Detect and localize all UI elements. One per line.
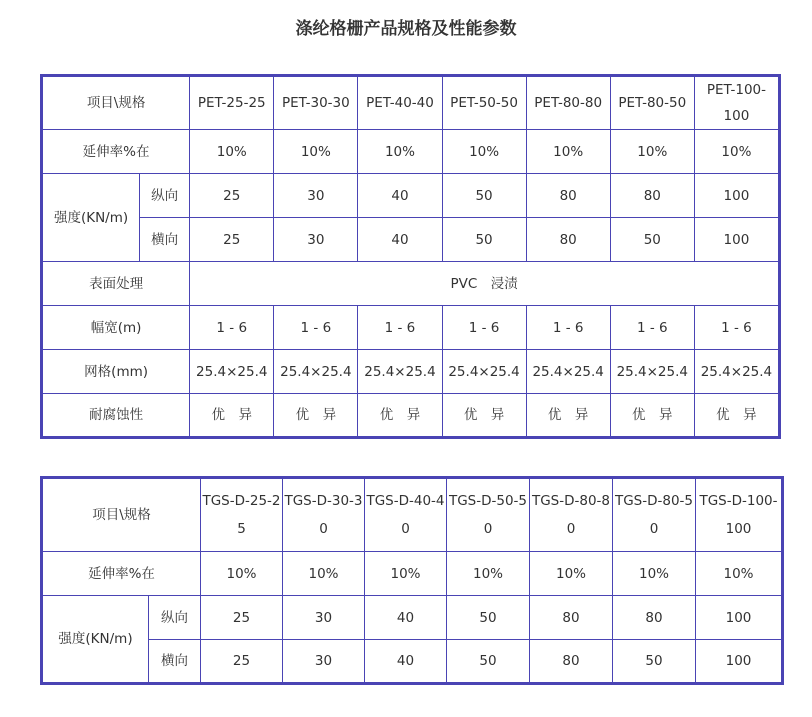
table-cell: 80 xyxy=(530,640,613,684)
table-cell: 100 xyxy=(696,640,783,684)
table-cell: 100 xyxy=(696,596,783,640)
table-cell: 25 xyxy=(190,174,274,218)
table-cell: 50 xyxy=(442,218,526,262)
table-cell: 100 xyxy=(694,218,779,262)
tgs-spec-table xyxy=(40,476,784,685)
table-cell: 40 xyxy=(365,640,447,684)
page-title: 涤纶格栅产品规格及性能参数 xyxy=(295,19,517,39)
spec-header: TGS-D-80-50 xyxy=(613,478,696,552)
table-cell: 1 - 6 xyxy=(190,306,274,350)
table-cell: 30 xyxy=(283,640,365,684)
table-row-strength-transverse xyxy=(42,218,780,262)
table-cell: 优 异 xyxy=(274,394,358,438)
row-label: 耐腐蚀性 xyxy=(42,394,190,438)
table-cell: 50 xyxy=(613,640,696,684)
spec-header: PET-50-50 xyxy=(442,76,526,130)
spec-header: PET-100-100 xyxy=(694,76,779,130)
spec-header: PET-40-40 xyxy=(358,76,442,130)
row-label: 延伸率%在 xyxy=(42,130,190,174)
table-cell: 优 异 xyxy=(442,394,526,438)
table-cell: 25.4×25.4 xyxy=(274,350,358,394)
table-row-strength-transverse xyxy=(42,640,783,684)
table-cell: 1 - 6 xyxy=(694,306,779,350)
table-cell: 25 xyxy=(201,596,283,640)
table-cell: 50 xyxy=(447,596,530,640)
table-cell: 1 - 6 xyxy=(526,306,610,350)
row-label: 强度(KN/m) xyxy=(42,596,149,684)
table-cell: 25.4×25.4 xyxy=(610,350,694,394)
spec-header: PET-30-30 xyxy=(274,76,358,130)
table-row-elongation xyxy=(42,552,783,596)
corner-cell: 项目\规格 xyxy=(42,478,201,552)
table-cell: 10% xyxy=(358,130,442,174)
table-row-corrosion xyxy=(42,394,780,438)
spec-header: TGS-D-25-25 xyxy=(201,478,283,552)
table-cell: 优 异 xyxy=(526,394,610,438)
table-cell: 25 xyxy=(201,640,283,684)
table-cell: 10% xyxy=(365,552,447,596)
table-cell: 25 xyxy=(190,218,274,262)
table-cell: 1 - 6 xyxy=(358,306,442,350)
table-cell: 30 xyxy=(274,218,358,262)
table-cell: 50 xyxy=(447,640,530,684)
table-cell: 30 xyxy=(274,174,358,218)
table-cell: 10% xyxy=(694,130,779,174)
table-cell: 10% xyxy=(447,552,530,596)
table-cell: 40 xyxy=(358,218,442,262)
sub-label: 纵向 xyxy=(149,596,201,640)
spec-header: PET-80-50 xyxy=(610,76,694,130)
row-label: 表面处理 xyxy=(42,262,190,306)
table-row-header xyxy=(42,76,780,130)
spec-header: TGS-D-50-50 xyxy=(447,478,530,552)
table-cell: 25.4×25.4 xyxy=(694,350,779,394)
row-label: 延伸率%在 xyxy=(42,552,201,596)
table-cell: 80 xyxy=(530,596,613,640)
table-row-surface xyxy=(42,262,780,306)
table-row-strength-longitudinal xyxy=(42,596,783,640)
table-cell: 10% xyxy=(613,552,696,596)
table-cell: 优 异 xyxy=(190,394,274,438)
table-cell: 30 xyxy=(283,596,365,640)
table-cell: 10% xyxy=(283,552,365,596)
table-cell: 80 xyxy=(610,174,694,218)
table-cell: 10% xyxy=(190,130,274,174)
table-row-width xyxy=(42,306,780,350)
table-cell: 25.4×25.4 xyxy=(442,350,526,394)
table-cell: 10% xyxy=(442,130,526,174)
table-cell: 优 异 xyxy=(694,394,779,438)
table-cell: 50 xyxy=(442,174,526,218)
corner-cell: 项目\规格 xyxy=(42,76,190,130)
table-row-elongation xyxy=(42,130,780,174)
table-cell: 40 xyxy=(358,174,442,218)
table-cell: 80 xyxy=(526,174,610,218)
sub-label: 横向 xyxy=(149,640,201,684)
table-row-mesh xyxy=(42,350,780,394)
row-label: 幅宽(m) xyxy=(42,306,190,350)
table-cell: 80 xyxy=(526,218,610,262)
table-cell: 100 xyxy=(694,174,779,218)
table-cell: 50 xyxy=(610,218,694,262)
sub-label: 纵向 xyxy=(140,174,190,218)
spec-header: TGS-D-30-30 xyxy=(283,478,365,552)
sub-label: 横向 xyxy=(140,218,190,262)
table-cell: 1 - 6 xyxy=(274,306,358,350)
spec-header: TGS-D-100-100 xyxy=(696,478,783,552)
table-cell: 优 异 xyxy=(358,394,442,438)
table-cell: 10% xyxy=(530,552,613,596)
table-cell: 10% xyxy=(201,552,283,596)
table-cell: 1 - 6 xyxy=(610,306,694,350)
table-cell: 25.4×25.4 xyxy=(526,350,610,394)
spec-header: PET-25-25 xyxy=(190,76,274,130)
spec-header: TGS-D-80-80 xyxy=(530,478,613,552)
table-cell: 10% xyxy=(274,130,358,174)
pet-spec-table xyxy=(40,74,781,439)
spec-header: PET-80-80 xyxy=(526,76,610,130)
table-cell: 优 异 xyxy=(610,394,694,438)
table-cell: 25.4×25.4 xyxy=(358,350,442,394)
table-cell: PVC 浸渍 xyxy=(190,262,780,306)
table-cell: 1 - 6 xyxy=(442,306,526,350)
table-cell: 10% xyxy=(696,552,783,596)
spec-header: TGS-D-40-40 xyxy=(365,478,447,552)
table-row-header xyxy=(42,478,783,552)
table-cell: 10% xyxy=(610,130,694,174)
table-cell: 40 xyxy=(365,596,447,640)
row-label: 网格(mm) xyxy=(42,350,190,394)
table-cell: 25.4×25.4 xyxy=(190,350,274,394)
table-row-strength-longitudinal xyxy=(42,174,780,218)
row-label: 强度(KN/m) xyxy=(42,174,140,262)
table-cell: 80 xyxy=(613,596,696,640)
table-cell: 10% xyxy=(526,130,610,174)
